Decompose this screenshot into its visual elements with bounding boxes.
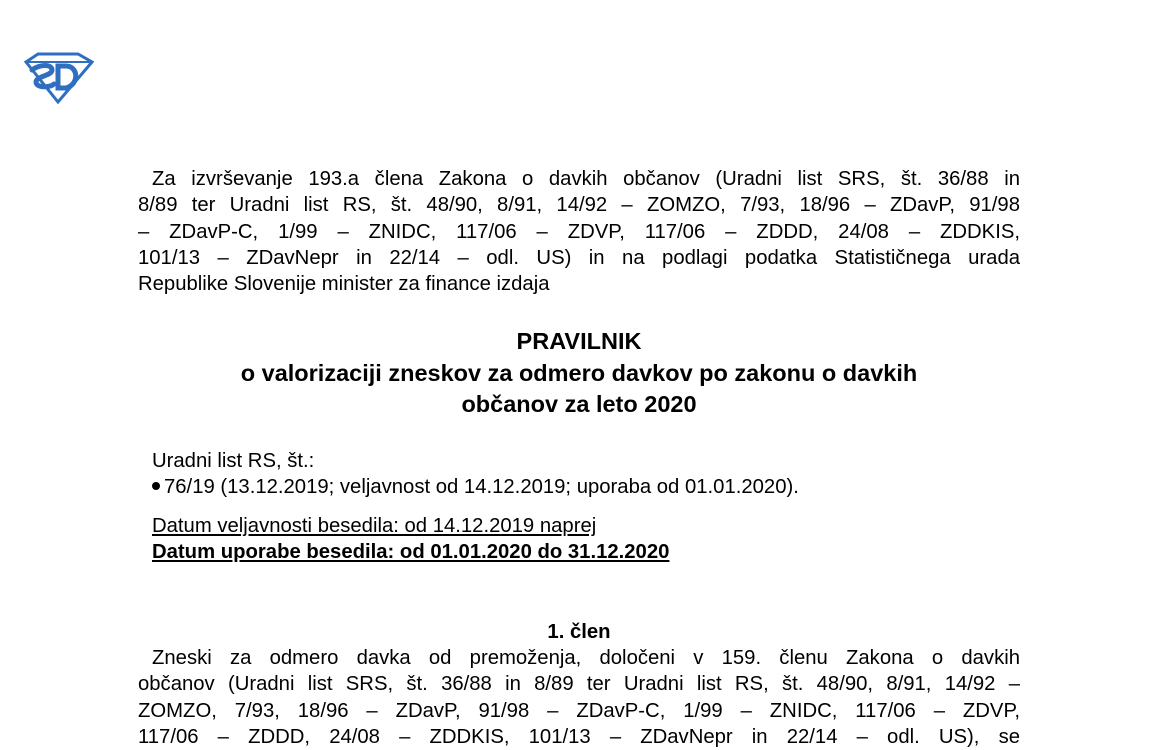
intro-line: – ZDavP-C, 1/99 – ZNIDC, 117/06 – ZDVP, 117/06 – ZDDD, 24/08 – ZDDKIS, [138,220,1020,243]
gazette-entry-text: 76/19 (13.12.2019; veljavnost od 14.12.2019; uporaba od 01.01.2020). [164,476,799,498]
sd-logo-icon [22,50,94,104]
article-line: 117/06 – ZDDD, 24/08 – ZDDKIS, 101/13 – ZDavNepr in 22/14 – odl. US), se [138,725,1020,748]
article-line: občanov (Uradni list SRS, št. 36/88 in 8/89 ter Uradni list RS, št. 48/90, 8/91, 14/92 – [138,673,1020,696]
article-line: Zneski za odmero davka od premoženja, določeni v 159. členu Zakona o davkih [152,647,1020,669]
intro-line: 101/13 – ZDavNepr in 22/14 – odl. US) in na podlagi podatka Statističnega urada [138,246,1020,269]
title-line-2: o valorizaciji zneskov za odmero davkov po zakonu o davkih [240,359,918,386]
validity-date: Datum veljavnosti besedila: od 14.12.2019 naprej [152,515,597,537]
intro-line: Republike Slovenije minister za finance izdaja [138,273,550,296]
gazette-label: Uradni list RS, št.: [152,450,315,472]
article-paragraph [138,645,1020,750]
article-heading: 1. člen [547,621,611,643]
gazette-entry [152,474,799,500]
intro-line: Za izvrševanje 193.a člena Zakona o davkih občanov (Uradni list SRS, št. 36/88 in [152,168,1020,190]
bullet-icon [152,482,160,490]
intro-paragraph [138,166,1020,297]
application-date: Datum uporabe besedila: od 01.01.2020 do 31.12.2020 [152,541,670,563]
intro-line: 8/89 ter Uradni list RS, št. 48/90, 8/91, 14/92 – ZOMZO, 7/93, 18/96 – ZDavP, 91/98 [138,194,1020,217]
document-title [138,326,1020,421]
title-line-1: PRAVILNIK [516,328,642,354]
article-line: ZOMZO, 7/93, 18/96 – ZDavP, 91/98 – ZDavP-C, 1/99 – ZNIDC, 117/06 – ZDVP, [138,699,1020,722]
title-line-3: občanov za leto 2020 [461,391,697,418]
